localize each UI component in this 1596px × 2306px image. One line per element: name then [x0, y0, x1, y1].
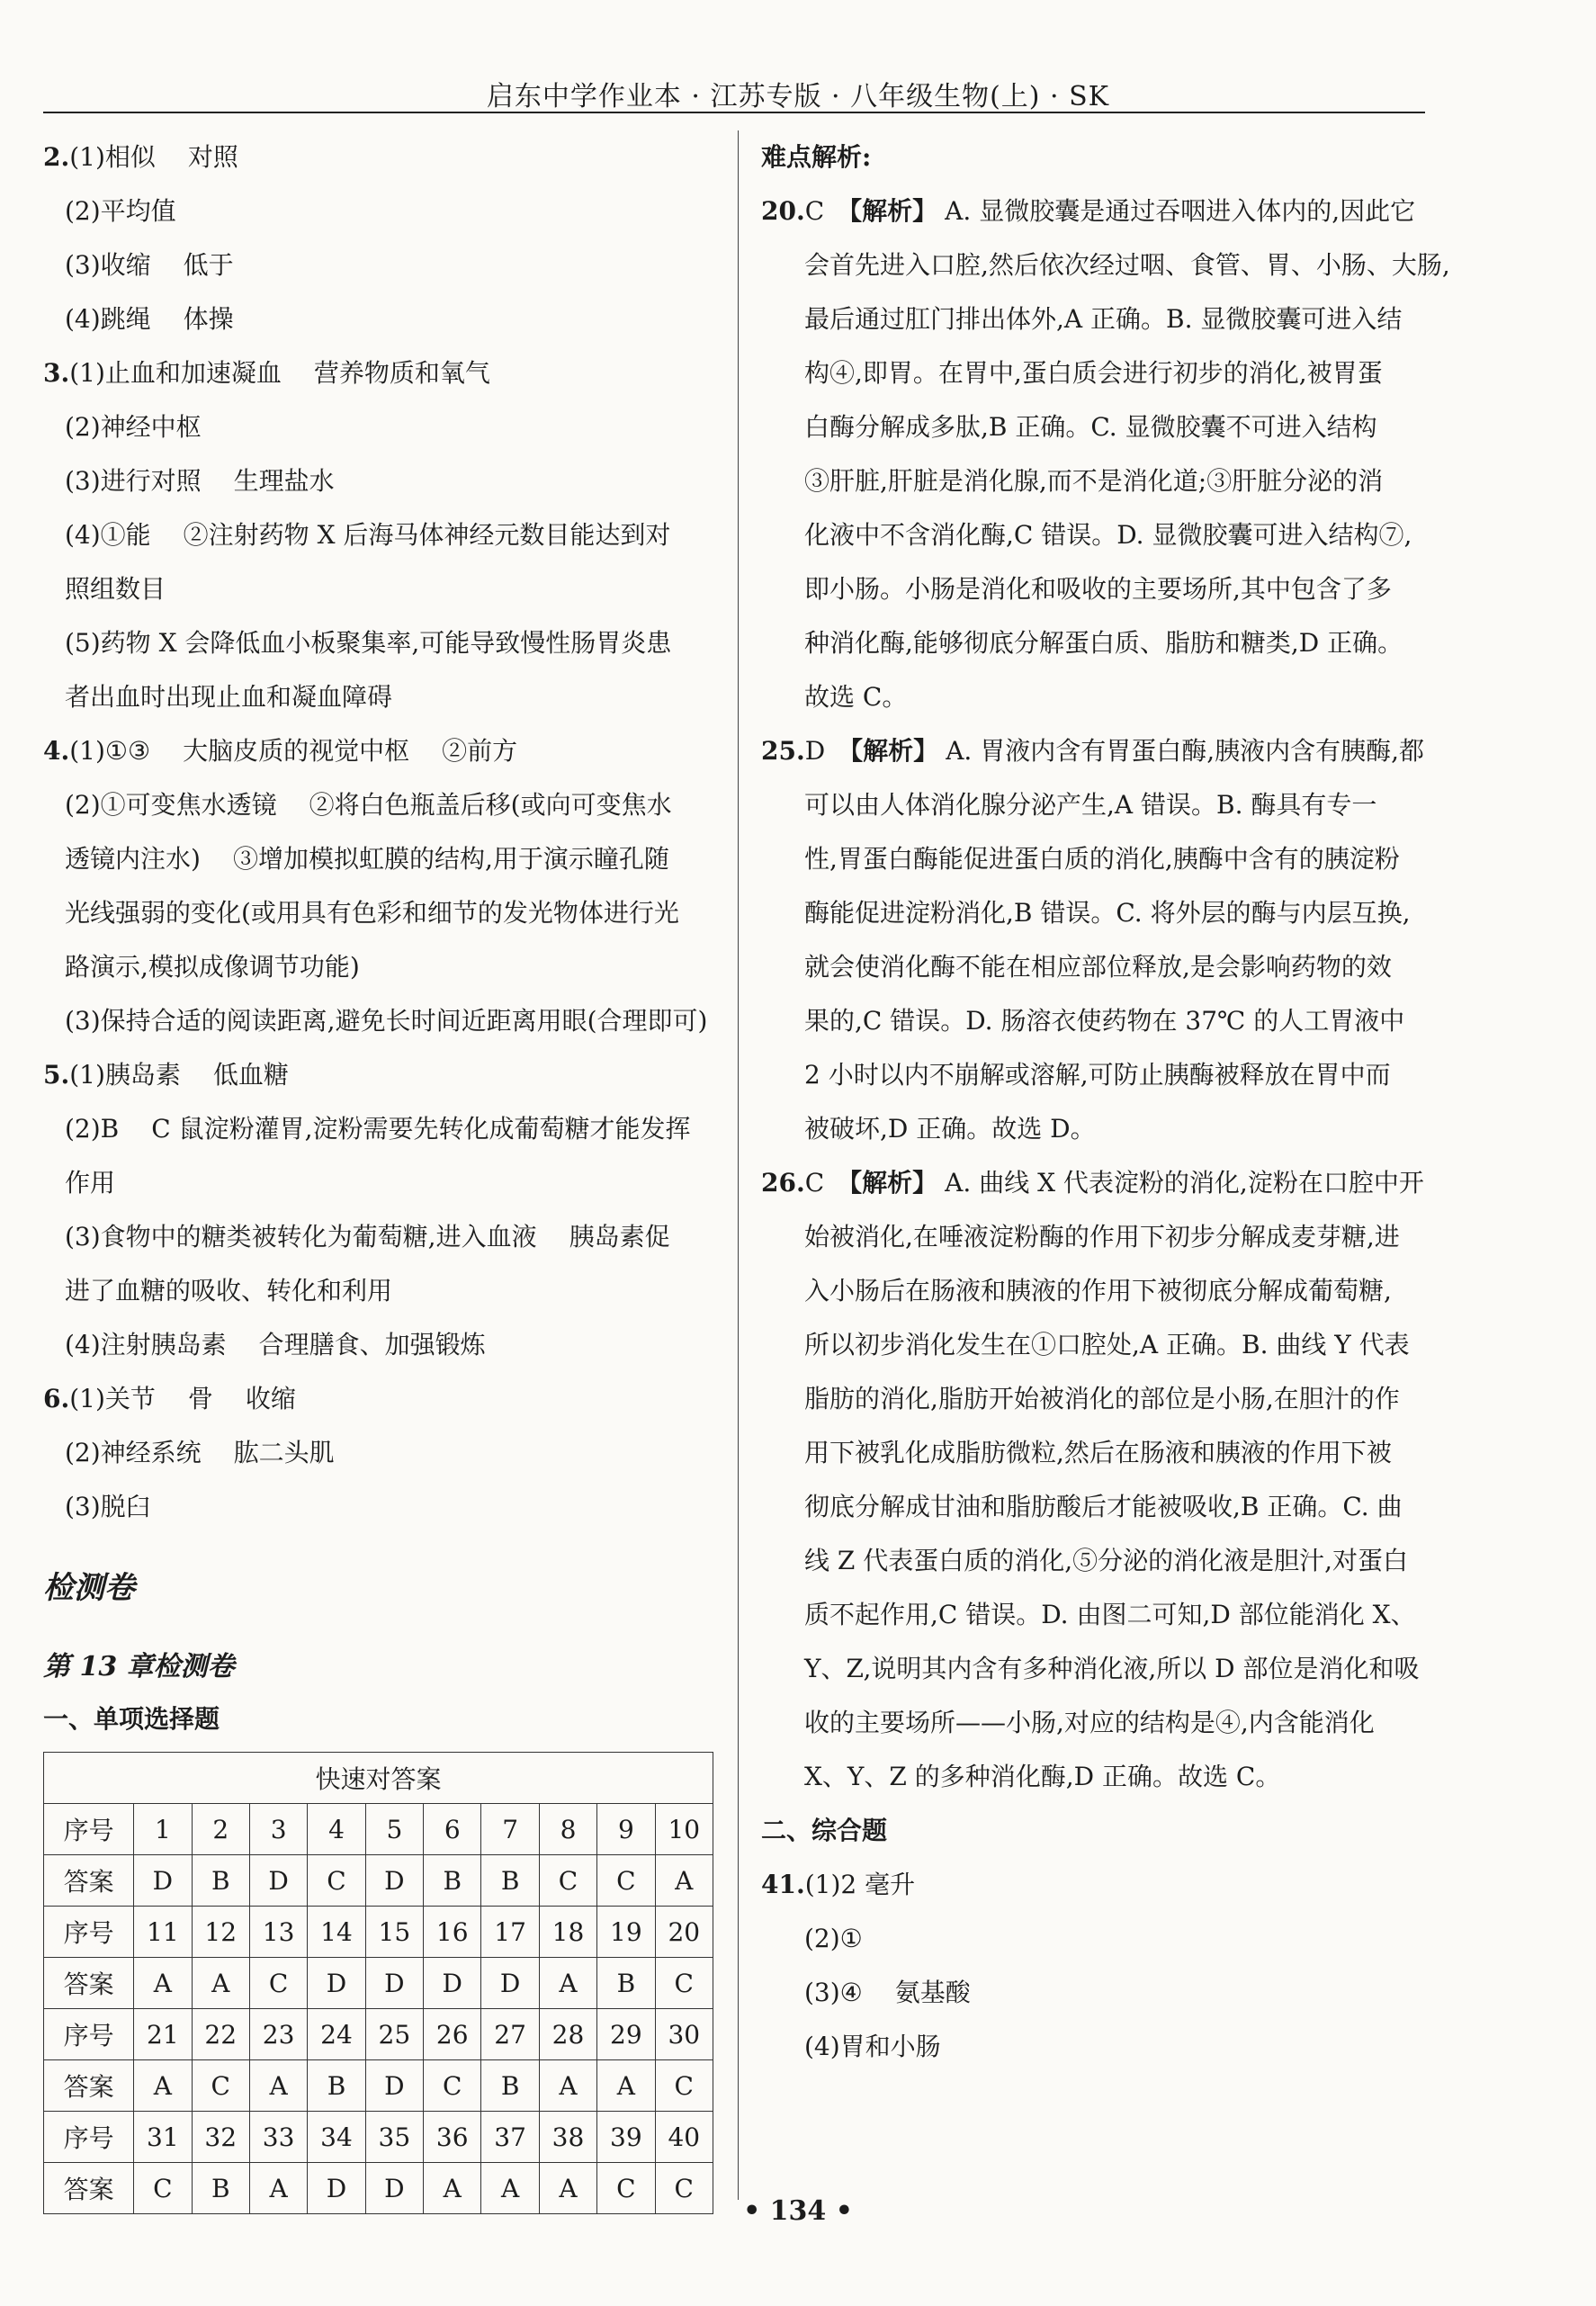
answer-cell: A — [539, 2163, 596, 2214]
q3-line-3: (3)进行对照 生理盐水 — [65, 466, 335, 496]
page-header: 启东中学作业本 · 江苏专版 · 八年级生物(上) · SK — [486, 81, 1110, 112]
question-number-cell: 25 — [365, 2009, 423, 2060]
chapter-title: 第 13 章检测卷 — [43, 1651, 235, 1682]
q25-text: 酶能促进淀粉消化,B 错误。C. 将外层的酶与内层互换, — [804, 898, 1411, 928]
q26-line — [761, 1372, 1434, 1426]
question-number-cell: 17 — [481, 1907, 539, 1958]
row-label-number: 序号 — [44, 1907, 134, 1958]
answer-cell: C — [249, 1958, 307, 2009]
q20-text: 即小肠。小肠是消化和吸收的主要场所,其中包含了多 — [804, 574, 1392, 604]
q20-text: 最后通过肛门排出体外,A 正确。B. 显微胶囊可进入结 — [804, 304, 1403, 334]
q20-text: 会首先进入口腔,然后依次经过咽、食管、胃、小肠、大肠, — [804, 250, 1450, 280]
question-number-cell: 37 — [481, 2112, 539, 2163]
answer-cell: B — [192, 1855, 249, 1907]
answer-table-caption: 快速对答案 — [44, 1753, 713, 1804]
answer-cell: A — [539, 1958, 596, 2009]
row-label-answer: 答案 — [44, 1855, 134, 1907]
question-number-cell: 36 — [424, 2112, 481, 2163]
q20-text: 构④,即胃。在胃中,蛋白质会进行初步的消化,被胃蛋 — [804, 358, 1383, 388]
q20-line — [761, 184, 1434, 238]
answer-cell: A — [134, 1958, 192, 2009]
q25-text: 果的,C 错误。D. 肠溶衣使药物在 37℃ 的人工胃液中 — [804, 1006, 1405, 1036]
q26-text: 入小肠后在肠液和胰液的作用下被彻底分解成葡萄糖, — [804, 1276, 1392, 1306]
question-number-cell: 5 — [365, 1804, 423, 1855]
question-number-cell: 27 — [481, 2009, 539, 2060]
q4-line-5: 路演示,模拟成像调节功能) — [65, 952, 360, 982]
question-number-cell: 18 — [539, 1907, 596, 1958]
question-number-cell: 32 — [192, 2112, 249, 2163]
question-number-cell: 10 — [655, 1804, 713, 1855]
q41-line-1: 41.(1)2 毫升 — [761, 1870, 916, 1899]
question-number-cell: 28 — [539, 2009, 596, 2060]
answer-cell: A — [249, 2060, 307, 2112]
row-label-number: 序号 — [44, 1804, 134, 1855]
answer-cell: D — [308, 1958, 365, 2009]
q6-line-3: (3)脱臼 — [65, 1492, 151, 1521]
q41-number: 41. — [761, 1870, 805, 1899]
q3-number: 3. — [43, 358, 70, 388]
q26-text: 用下被乳化成脂肪微粒,然后在肠液和胰液的作用下被 — [804, 1438, 1392, 1467]
row-label-answer: 答案 — [44, 1958, 134, 2009]
q6-line-1: 6.(1)关节 骨 收缩 — [43, 1384, 296, 1413]
part2-title: 二、综合题 — [761, 1816, 888, 1845]
q25-block — [761, 724, 1434, 1156]
q4-line-1: 4.(1)①③ 大脑皮质的视觉中枢 ②前方 — [43, 736, 518, 766]
answer-cell: D — [481, 1958, 539, 2009]
answer-cell: D — [365, 1855, 423, 1907]
q3-line-1: 3.(1)止血和加速凝血 营养物质和氧气 — [43, 358, 490, 388]
q26-line — [761, 1534, 1434, 1588]
answer-table-caption-row — [44, 1753, 713, 1804]
q25-number: 25. — [761, 736, 805, 766]
q20-text: 化液中不含消化酶,C 错误。D. 显微胶囊可进入结构⑦, — [804, 520, 1412, 550]
q25-line — [761, 778, 1434, 832]
question-number-cell: 8 — [539, 1804, 596, 1855]
q25-line — [761, 1102, 1434, 1156]
question-number-cell: 26 — [424, 2009, 481, 2060]
answer-cell: D — [134, 1855, 192, 1907]
q25-text: 可以由人体消化腺分泌产生,A 错误。B. 酶具有专一 — [804, 790, 1377, 820]
q5-line-4: (3)食物中的糖类被转化为葡萄糖,进入血液 胰岛素促 — [65, 1222, 670, 1252]
q26-number: 26. — [761, 1168, 805, 1198]
answer-table-row — [44, 1958, 713, 2009]
answer-cell: A — [134, 2060, 192, 2112]
answer-cell: C — [655, 2163, 713, 2214]
q6-number: 6. — [43, 1384, 70, 1413]
q20-text: A. 显微胶囊是通过吞咽进入体内的,因此它 — [945, 196, 1416, 226]
question-number-cell: 9 — [597, 1804, 655, 1855]
q20-line — [761, 346, 1434, 400]
right-column — [761, 130, 1450, 2074]
q26-block — [761, 1156, 1434, 1804]
q41-line-2: (2)① — [804, 1924, 863, 1953]
q20-number: 20. — [761, 196, 805, 226]
q25-text: 被破坏,D 正确。故选 D。 — [804, 1114, 1096, 1144]
answer-cell: A — [424, 2163, 481, 2214]
q26-line — [761, 1480, 1434, 1534]
question-number-cell: 21 — [134, 2009, 192, 2060]
row-label-number: 序号 — [44, 2009, 134, 2060]
q25-analysis-tag: 【解析】 — [838, 736, 939, 766]
answer-cell: A — [655, 1855, 713, 1907]
q25-answer: D — [804, 736, 826, 766]
question-number-cell: 38 — [539, 2112, 596, 2163]
q25-line — [761, 940, 1434, 994]
q26-line — [761, 1426, 1434, 1480]
question-number-cell: 31 — [134, 2112, 192, 2163]
question-number-cell: 15 — [365, 1907, 423, 1958]
answer-cell: B — [424, 1855, 481, 1907]
answer-cell: D — [308, 2163, 365, 2214]
answer-cell: B — [597, 1958, 655, 2009]
q26-text: 线 Z 代表蛋白质的消化,⑤分泌的消化液是胆汁,对蛋白 — [804, 1546, 1409, 1575]
answer-cell: D — [365, 2163, 423, 2214]
column-divider — [738, 130, 739, 2200]
question-number-cell: 23 — [249, 2009, 307, 2060]
row-label-answer: 答案 — [44, 2163, 134, 2214]
answer-cell: A — [249, 2163, 307, 2214]
q26-line — [761, 1210, 1434, 1264]
page-number: • 134 • — [743, 2195, 853, 2227]
right-heading: 难点解析: — [761, 142, 872, 172]
question-number-cell: 39 — [597, 2112, 655, 2163]
q6-line-2: (2)神经系统 肱二头肌 — [65, 1438, 335, 1467]
q20-line — [761, 562, 1434, 616]
question-number-cell: 34 — [308, 2112, 365, 2163]
q4-line-4: 光线强弱的变化(或用具有色彩和细节的发光物体进行光 — [65, 898, 679, 928]
q5-line-3: 作用 — [65, 1168, 116, 1198]
question-number-cell: 2 — [192, 1804, 249, 1855]
q20-text: ③肝脏,肝脏是消化腺,而不是消化道;③肝脏分泌的消 — [804, 466, 1384, 496]
question-number-cell: 33 — [249, 2112, 307, 2163]
q25-line — [761, 886, 1434, 940]
answer-cell: C — [597, 1855, 655, 1907]
q20-answer: C — [804, 196, 825, 226]
q3-line-5: 照组数目 — [65, 574, 166, 604]
left-column — [43, 130, 716, 2214]
question-number-cell: 35 — [365, 2112, 423, 2163]
q20-line — [761, 454, 1434, 508]
q20-analysis-tag: 【解析】 — [837, 196, 938, 226]
answer-cell: C — [655, 2060, 713, 2112]
question-number-cell: 6 — [424, 1804, 481, 1855]
answer-cell: C — [539, 1855, 596, 1907]
question-number-cell: 13 — [249, 1907, 307, 1958]
q26-text: Y、Z,说明其内含有多种消化液,所以 D 部位是消化和吸 — [804, 1654, 1420, 1683]
q26-text: 收的主要场所——小肠,对应的结构是④,内含能消化 — [804, 1708, 1375, 1737]
question-number-cell: 40 — [655, 2112, 713, 2163]
row-label-answer: 答案 — [44, 2060, 134, 2112]
answer-cell: C — [655, 1958, 713, 2009]
question-number-cell: 20 — [655, 1907, 713, 1958]
answer-table-row — [44, 1907, 713, 1958]
q26-line — [761, 1156, 1434, 1210]
q2-line-1: 2.(1)相似 对照 — [43, 142, 238, 172]
question-number-cell: 30 — [655, 2009, 713, 2060]
q4-line-2: (2)①可变焦水透镜 ②将白色瓶盖后移(或向可变焦水 — [65, 790, 672, 820]
answer-cell: B — [481, 1855, 539, 1907]
q2-number: 2. — [43, 142, 70, 172]
q26-line — [761, 1642, 1434, 1696]
q2-line-2: (2)平均值 — [65, 196, 176, 226]
q25-line — [761, 832, 1434, 886]
q26-text: 所以初步消化发生在①口腔处,A 正确。B. 曲线 Y 代表 — [804, 1330, 1410, 1359]
answer-cell: C — [192, 2060, 249, 2112]
section-title: 检测卷 — [43, 1570, 135, 1606]
q26-answer: C — [804, 1168, 825, 1198]
answer-cell: D — [249, 1855, 307, 1907]
q5-line-6: (4)注射胰岛素 合理膳食、加强锻炼 — [65, 1330, 486, 1359]
question-number-cell: 22 — [192, 2009, 249, 2060]
part1-title: 一、单项选择题 — [43, 1704, 220, 1734]
question-number-cell: 16 — [424, 1907, 481, 1958]
q25-line — [761, 994, 1434, 1048]
answer-cell: A — [539, 2060, 596, 2112]
answer-cell: D — [365, 1958, 423, 2009]
q5-line-2: (2)B C 鼠淀粉灌胃,淀粉需要先转化成葡萄糖才能发挥 — [65, 1114, 691, 1144]
question-number-cell: 29 — [597, 2009, 655, 2060]
q20-block — [761, 184, 1450, 724]
question-number-cell: 4 — [308, 1804, 365, 1855]
answer-table-row — [44, 2112, 713, 2163]
row-label-number: 序号 — [44, 2112, 134, 2163]
answer-table-row — [44, 2009, 713, 2060]
q25-text: A. 胃液内含有胃蛋白酶,胰液内含有胰酶,都 — [946, 736, 1425, 766]
q20-line — [761, 670, 1434, 724]
question-number-cell: 7 — [481, 1804, 539, 1855]
q20-line — [761, 238, 1450, 292]
q25-line — [761, 1048, 1434, 1102]
answer-cell: A — [481, 2163, 539, 2214]
question-number-cell: 11 — [134, 1907, 192, 1958]
answer-cell: D — [424, 1958, 481, 2009]
question-number-cell: 1 — [134, 1804, 192, 1855]
answer-cell: B — [308, 2060, 365, 2112]
question-number-cell: 12 — [192, 1907, 249, 1958]
question-number-cell: 19 — [597, 1907, 655, 1958]
q2-line-4: (4)跳绳 体操 — [65, 304, 234, 334]
q26-text: 质不起作用,C 错误。D. 由图二可知,D 部位能消化 X、 — [804, 1600, 1416, 1629]
q3-line-6: (5)药物 X 会降低血小板聚集率,可能导致慢性肠胃炎患 — [65, 628, 672, 658]
q25-line — [761, 724, 1434, 778]
q2-line-3: (3)收缩 低于 — [65, 250, 234, 280]
q3-line-4: (4)①能 ②注射药物 X 后海马体神经元数目能达到对 — [65, 520, 671, 550]
q26-line — [761, 1696, 1434, 1750]
q26-text: 彻底分解成甘油和脂肪酸后才能被吸收,B 正确。C. 曲 — [804, 1492, 1403, 1521]
question-number-cell: 24 — [308, 2009, 365, 2060]
q20-line — [761, 400, 1434, 454]
q5-line-1: 5.(1)胰岛素 低血糖 — [43, 1060, 289, 1090]
q3-line-7: 者出血时出现止血和凝血障碍 — [65, 682, 393, 712]
q20-text: 种消化酶,能够彻底分解蛋白质、脂肪和糖类,D 正确。 — [804, 628, 1403, 658]
q3-line-2: (2)神经中枢 — [65, 412, 202, 442]
q26-line — [761, 1318, 1434, 1372]
q26-analysis-tag: 【解析】 — [837, 1168, 938, 1198]
answer-table-row — [44, 2060, 713, 2112]
answer-cell: C — [597, 2163, 655, 2214]
answer-cell: C — [308, 1855, 365, 1907]
q26-line — [761, 1588, 1434, 1642]
header-rule — [43, 112, 1425, 113]
q4-line-3: 透镜内注水) ③增加模拟虹膜的结构,用于演示瞳孔随 — [65, 844, 669, 874]
q26-line — [761, 1264, 1434, 1318]
q41-line-3: (3)④ 氨基酸 — [804, 1978, 971, 2007]
answer-cell: C — [424, 2060, 481, 2112]
q4-number: 4. — [43, 736, 70, 766]
q20-text: 白酶分解成多肽,B 正确。C. 显微胶囊不可进入结构 — [804, 412, 1377, 442]
q26-line — [761, 1750, 1434, 1804]
q26-text: 始被消化,在唾液淀粉酶的作用下初步分解成麦芽糖,进 — [804, 1222, 1400, 1252]
q26-text: X、Y、Z 的多种消化酶,D 正确。故选 C。 — [804, 1762, 1281, 1791]
q5-number: 5. — [43, 1060, 70, 1090]
q20-line — [761, 292, 1434, 346]
answer-cell: D — [365, 2060, 423, 2112]
question-number-cell: 14 — [308, 1907, 365, 1958]
q41-line-4: (4)胃和小肠 — [804, 2032, 941, 2061]
answer-cell: C — [134, 2163, 192, 2214]
q4-line-6: (3)保持合适的阅读距离,避免长时间近距离用眼(合理即可) — [65, 1006, 708, 1036]
answer-cell: B — [192, 2163, 249, 2214]
answer-cell: A — [192, 1958, 249, 2009]
q26-text: 脂肪的消化,脂肪开始被消化的部位是小肠,在胆汁的作 — [804, 1384, 1400, 1413]
q26-text: A. 曲线 X 代表淀粉的消化,淀粉在口腔中开 — [945, 1168, 1424, 1198]
question-number-cell: 3 — [249, 1804, 307, 1855]
answer-cell: B — [481, 2060, 539, 2112]
q25-text: 就会使消化酶不能在相应部位释放,是会影响药物的效 — [804, 952, 1392, 982]
q5-line-5: 进了血糖的吸收、转化和利用 — [65, 1276, 393, 1306]
answer-table — [43, 1752, 713, 2214]
answer-cell: A — [597, 2060, 655, 2112]
q20-line — [761, 616, 1434, 670]
q25-text: 2 小时以内不崩解或溶解,可防止胰酶被释放在胃中而 — [804, 1060, 1391, 1090]
q20-text: 故选 C。 — [804, 682, 908, 712]
q25-text: 性,胃蛋白酶能促进蛋白质的消化,胰酶中含有的胰淀粉 — [804, 844, 1400, 874]
answer-table-row — [44, 1804, 713, 1855]
answer-table-row — [44, 1855, 713, 1907]
q20-line — [761, 508, 1434, 562]
